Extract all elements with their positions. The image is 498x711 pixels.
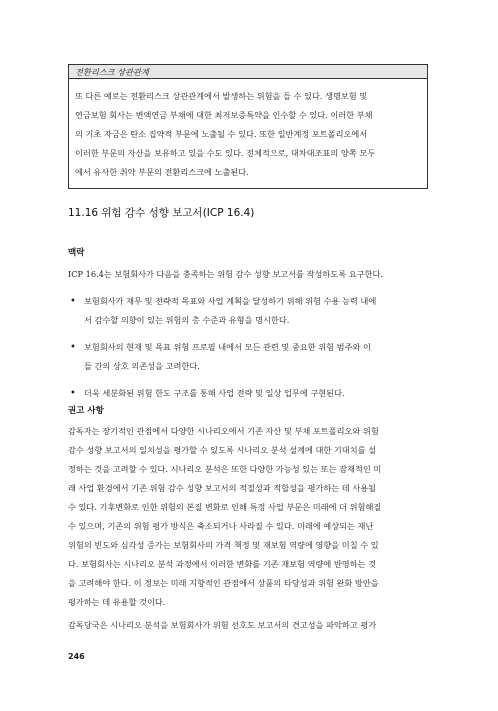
- paragraph-line: 수 있다. 기후변화로 인한 위험의 본질 변화로 인해 특정 사업 부문은 미래에 더 위험해질: [68, 502, 382, 512]
- callout-line: 에서 유사한 취약 부문의 전환리스크에 노출된다.: [75, 167, 249, 177]
- paragraph-line: 위험의 빈도와 심각성 증가는 보험회사의 가격 책정 및 재보험 역량에 영향을 미칠 수 있: [68, 540, 379, 550]
- bullet-item: [68, 292, 428, 330]
- bullet-line: 서 감수할 의향이 있는 위험의 총 수준과 유형을 명시한다.: [84, 315, 290, 325]
- paragraph-line: 수 있으며, 기존의 위험 평가 방식은 축소되거나 사라질 수 있다. 미래에 예상되는 재난: [68, 521, 374, 531]
- callout-line: 의 기초 자금은 탄소 집약적 부문에 노출될 수 있다. 또한 일반계정 포트폴리오에서: [75, 129, 368, 139]
- recommendation-heading: 권고 사항: [68, 406, 104, 416]
- bullet-line: 들 간의 상호 의존성을 고려한다.: [84, 361, 200, 371]
- bullet-line: • 보험회사가 재무 및 전략적 목표와 사업 계획을 달성하기 위해 위험 수용 능력 내에: [84, 296, 377, 306]
- callout-line: 이러한 부문의 자산을 보유하고 있을 수도 있다. 전체적으로, 대차대조표의 양쪽 모두: [75, 148, 376, 158]
- context-bullet-list: [68, 292, 428, 403]
- bullet-line: • 더욱 세분화된 위험 한도 구조를 통해 사업 전략 및 일상 업무에 구현된다.: [84, 388, 345, 398]
- paragraph-line: 을 고려해야 한다. 이 정보는 미래 지향적인 관점에서 상품의 타당성과 위험 완화 방안을: [68, 578, 379, 588]
- section-heading: 11.16 위험 감수 성향 보고서(ICP 16.4): [68, 207, 255, 219]
- recommendation-paragraph: [68, 422, 428, 612]
- paragraph-line: ICP 16.4는 보험회사가 다음을 충족하는 위험 감수 성향 보고서를 작성하도록 요구한다.: [68, 269, 383, 279]
- paragraph-line: 래 사업 환경에서 기존 위험 감수 성향 보고서의 적절성과 적합성을 평가하는 데 사용될: [68, 483, 377, 493]
- callout-box-text: [75, 87, 421, 182]
- bullet-item: [68, 384, 428, 403]
- context-intro: [68, 265, 428, 284]
- bullet-line: • 보험회사의 현재 및 목표 위험 프로필 내에서 모든 관련 및 중요한 위험 범주와 이: [84, 342, 371, 352]
- callout-box-title: 전환리스크 상관관계: [69, 65, 427, 79]
- paragraph-line: 감독자는 장기적인 관점에서 다양한 시나리오에서 기존 자산 및 부채 포트폴리오와 위험: [68, 426, 379, 436]
- callout-line: 연금보험 회사는 변액연금 부채에 대한 최저보증특약을 인수할 수 있다. 이러한 부채: [75, 110, 373, 120]
- context-heading: 맥락: [68, 248, 85, 258]
- callout-line: 또 다른 예로는 전환리스크 상관관계에서 발생하는 위험을 들 수 있다. 생명보험 및: [75, 91, 368, 101]
- callout-box: [68, 64, 428, 189]
- bullet-item: [68, 338, 428, 376]
- recommendation-paragraph-2: [68, 616, 428, 635]
- paragraph-line: 다. 보험회사는 시나리오 분석 과정에서 이러한 변화를 기존 재보험 역량에 반영하는 것: [68, 559, 377, 569]
- paragraph-line: 감수 성향 보고서의 일치성을 평가할 수 있도록 시나리오 분석 설계에 대한 기대치를 설: [68, 445, 377, 455]
- page-number: 246: [68, 652, 85, 661]
- paragraph-line: 평가하는 데 유용할 것이다.: [68, 597, 166, 607]
- callout-box-body: [69, 79, 427, 188]
- paragraph-line: 감독당국은 시나리오 분석을 보험회사가 위험 선호도 보고서의 견고성을 파악하고 평가: [68, 620, 377, 630]
- paragraph-line: 정하는 것을 고려할 수 있다. 시나리오 분석은 또한 다양한 가능성 있는 또는 잠재적인 미: [68, 464, 382, 474]
